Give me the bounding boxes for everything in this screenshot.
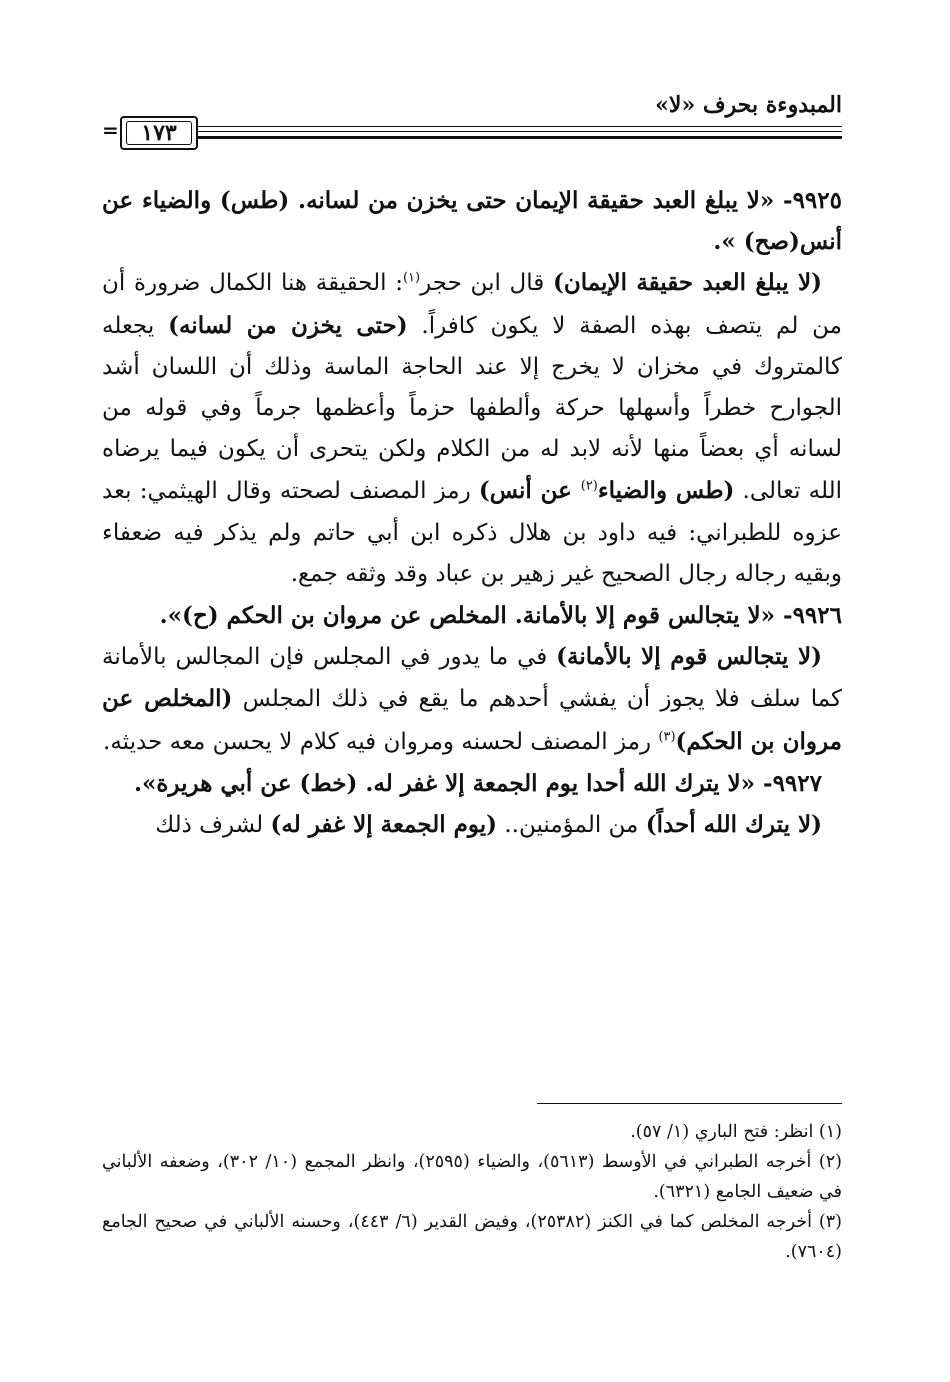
header-rule-line: [197, 136, 842, 139]
commentary-text: : الحقيقة هنا الكمال ضرورة أن من لم يتصف بهذه الصفة لا يكون كافراً.: [102, 270, 842, 339]
commentary-text: لشرف ذلك: [155, 812, 271, 839]
header-left-mark: =: [102, 118, 119, 142]
commentary-9927: [102, 804, 842, 846]
footnote-1: (١) انظر: فتح الباري (١/ ٥٧).: [630, 1122, 842, 1142]
hadith-entry-9926: ٩٩٢٦- «لا يتجالس قوم إلا بالأمانة. المخلص عن مروان بن الحكم (ح)».: [159, 602, 842, 630]
header-rule: [102, 116, 842, 152]
commentary-bold-phrase: (لا يبلغ العبد حقيقة الإيمان): [552, 269, 822, 297]
commentary-text: رمز المصنف لصحته وقال الهيثمي: بعد عزوه للطبراني: فيه داود بن هلال ذكره ابن أبي حاتم ولم يذكر فيه ضعفاء وبقيه رجاله رجال الصحيح غير زهير بن عباد وقد وثقه جمع.: [102, 478, 842, 587]
commentary-bold-phrase: (حتى يخزن من لسانه): [168, 311, 408, 339]
header-rule-line: [197, 126, 842, 127]
commentary-bold-phrase: (لا يتجالس قوم إلا بالأمانة): [556, 643, 822, 671]
commentary-9926: [102, 636, 842, 763]
hadith-entry-9925: ٩٩٢٥- «لا يبلغ العبد حقيقة الإيمان حتى يخزن من لسانه. (طس) والضياء عن أنس(صح) ».: [102, 187, 842, 256]
commentary-bold-phrase: عن أنس): [478, 477, 581, 505]
commentary-bold-phrase: (لا يترك الله أحداً): [645, 811, 822, 839]
commentary-text: يجعله كالمتروك في مخزان لا يخرج إلا عند الحاجة الماسة وذلك أن اللسان أشد الجوارح خطراً وأسهلها حركة وألطفها حزماً وأعظمها جرماً وفي قوله من لسانه أي بعضاً منها لأنه لابد له من الكلام ولكن يتحرى أن يكون فيما يرضاه الله تعالى.: [102, 312, 842, 505]
commentary-bold-phrase: (طس والضياء: [597, 477, 735, 505]
commentary-text: قال ابن حجر: [420, 270, 553, 297]
commentary-9925: [102, 262, 842, 595]
footnote-separator: [537, 1103, 842, 1104]
commentary-text: في ما يدور في المجلس فإن المجالس بالأمانة كما سلف فلا يجوز أن يفشي أحدهم ما يقع في ذلك المجلس: [102, 644, 842, 713]
hadith-entry-9927: ٩٩٢٧- «لا يترك الله أحدا يوم الجمعة إلا غفر له. (خط) عن أبي هريرة».: [133, 769, 822, 797]
footnote-ref-1[interactable]: (١): [402, 270, 421, 286]
footnote-ref-2[interactable]: (٢): [580, 478, 598, 494]
footnote-3: (٣) أخرجه المخلص كما في الكنز (٢٥٣٨٢)، وفيض القدير (٦/ ٤٤٣)، وحسنه الألباني في صحيح الجامع (٧٦٠٤).: [102, 1212, 842, 1262]
commentary-text: رمز المصنف لحسنه ومروان فيه كلام لا يحسن معه حديثه.: [103, 728, 659, 755]
commentary-text: من المؤمنين..: [497, 812, 646, 839]
footnotes: [102, 1117, 842, 1267]
footnote-ref-3[interactable]: (٣): [658, 728, 676, 744]
main-text: [102, 180, 842, 846]
footnote-2: (٢) أخرجه الطبراني في الأوسط (٥٦١٣)، والضياء (٢٥٩٥)، وانظر المجمع (١٠/ ٣٠٢)، وضعفه الألباني في ضعيف الجامع (٦٣٢١).: [102, 1152, 842, 1202]
commentary-bold-phrase: (يوم الجمعة إلا غفر له): [270, 811, 498, 839]
page-number: ١٧٣: [120, 116, 198, 150]
commentary-bold-phrase: (المخلص عن مروان بن الحكم): [102, 685, 842, 755]
header-rule-line: [197, 131, 842, 132]
running-title: المبدوءة بحرف «لا»: [655, 92, 842, 118]
